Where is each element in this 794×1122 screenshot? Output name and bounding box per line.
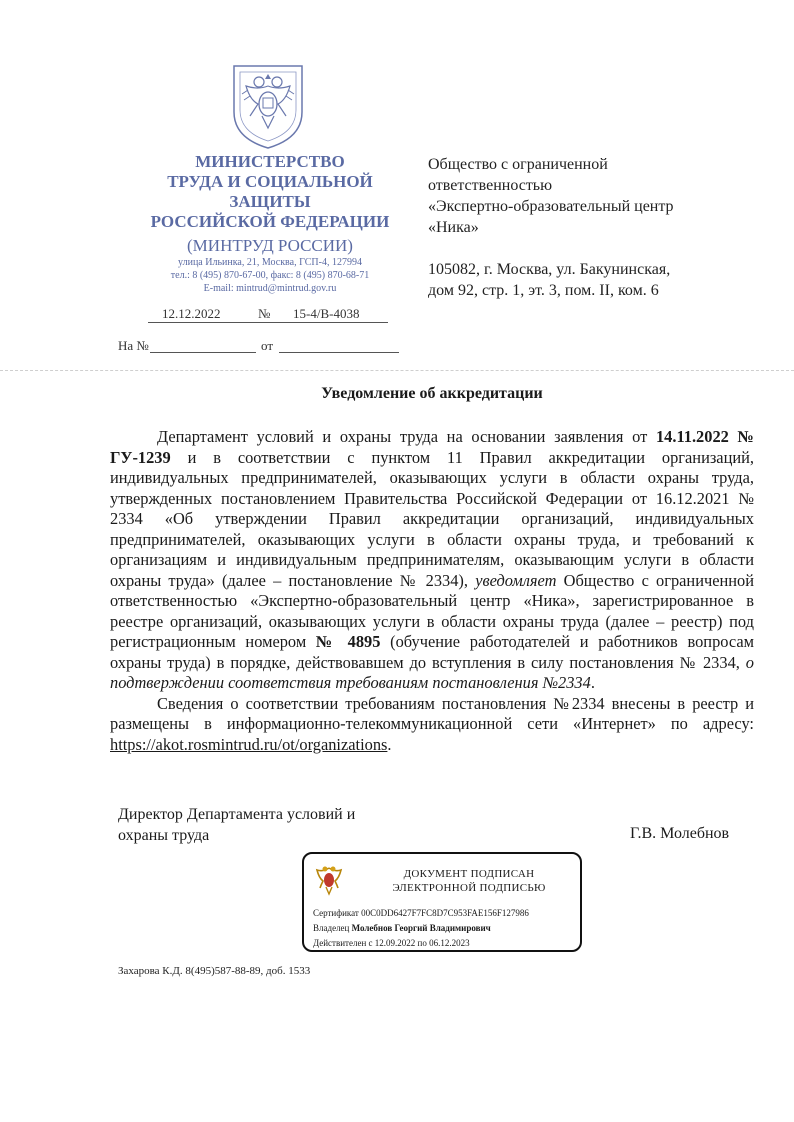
stamp-heading-line: ДОКУМЕНТ ПОДПИСАН: [403, 868, 535, 880]
confirmation-text: о подтверждении соответствия требованиям постановления №2334: [110, 652, 754, 692]
reference-line: [118, 338, 403, 356]
electronic-signature-stamp: [302, 852, 582, 952]
ministry-abbreviation: (МИНТРУД РОССИИ): [187, 236, 353, 255]
validity-from: 12.09.2022: [374, 938, 416, 948]
signatory-position-line: Директор Департамента условий и: [118, 806, 356, 823]
certificate-label: Сертификат: [313, 908, 359, 918]
recipient-line: «Экспертно-образовательный центр: [428, 198, 674, 215]
application-reference: 14.11.2022 № ГУ-1239: [110, 427, 755, 467]
body-text-span: и в соответствии с пунктом 11 Правил аккредитации организаций, индивидуальных предпринимателей, оказывающих услуги в области охраны труда, утвержденных постановлением Правительства Российской Федерации от 16.12.2021 № 2334 «Об утверждении Правил аккредитации организаций, индивидуальных предпринимателей, оказывающих услуги в области охраны труда, и требований к организациям и индивидуальным предпринимателям, оказывающим услуги в области охраны труда» (далее – постановление № 2334),: [110, 447, 754, 590]
body-paragraph-1: [110, 427, 754, 694]
signatory-name: Г.В. Молебнов: [630, 825, 730, 842]
reference-from-label: от: [261, 338, 274, 353]
body-text-span: Общество с ограниченной ответственностью «Экспертно-образовательный центр «Ника», зарегистрированное в реестре организаций, оказывающих услуги в области охраны труда (далее – реестр) под регистрационным номером: [110, 570, 754, 651]
registry-link[interactable]: https://akot.rosmintrud.ru/ot/organizations: [110, 734, 388, 754]
validity-from-label: с: [368, 938, 373, 948]
stamp-certificate-row: [313, 906, 578, 921]
ministry-contacts: [130, 256, 410, 295]
ministry-name-line: МИНИСТЕРСТВО: [195, 152, 345, 171]
coat-of-arms-emblem-icon: [228, 60, 308, 150]
recipient-line: ответственностью: [428, 177, 553, 194]
body-text-span: .: [590, 673, 595, 692]
registration-underline: [148, 322, 388, 323]
registration-line: [148, 306, 388, 324]
recipient-name: [428, 154, 728, 238]
reference-number-blank: [150, 352, 256, 353]
ministry-name-line: РОССИЙСКОЙ ФЕДЕРАЦИИ: [150, 212, 390, 231]
stamp-details: [313, 906, 578, 951]
reference-label: На №: [118, 338, 149, 353]
recipient-line: Общество с ограниченной: [428, 156, 608, 173]
ministry-address: улица Ильинка, 21, Москва, ГСП-4, 127994: [178, 257, 362, 268]
reference-date-blank: [279, 352, 399, 353]
body-text-span: Департамент условий и охраны труда на основании заявления от: [157, 427, 656, 446]
ministry-email: E-mail: mintrud@mintrud.gov.ru: [203, 283, 337, 294]
registration-number-label: №: [258, 306, 271, 321]
recipient-address-line: дом 92, стр. 1, эт. 3, пом. II, ком. 6: [428, 282, 659, 299]
owner-name: Молебнов Георгий Владимирович: [351, 923, 491, 933]
signatory-position-line: охраны труда: [118, 827, 210, 844]
stamp-owner-row: [313, 921, 578, 936]
stamp-heading-line: ЭЛЕКТРОННОЙ ПОДПИСЬЮ: [392, 882, 546, 894]
ministry-phones: тел.: 8 (495) 870-67-00, факс: 8 (495) 870-68-71: [170, 270, 370, 281]
validity-to: 06.12.2023: [429, 938, 470, 948]
header-divider: [0, 370, 794, 371]
registration-number: 15-4/В-4038: [293, 306, 360, 321]
validity-label: Действителен: [313, 938, 367, 948]
coat-of-arms-icon: [314, 864, 344, 896]
executor-contact: Захарова К.Д. 8(495)587-88-89, доб. 1533: [118, 965, 311, 977]
signatory-position: [118, 804, 418, 846]
certificate-number: 00C0DD6427F7FC8D7C953FAE156F127986: [361, 908, 529, 918]
notify-verb: уведомляет: [475, 570, 557, 590]
owner-label: Владелец: [313, 923, 350, 933]
registration-date: 12.12.2022: [162, 306, 221, 321]
registry-number: № 4895: [315, 632, 381, 651]
document-title: Уведомление об аккредитации: [321, 385, 543, 402]
stamp-heading: [364, 867, 574, 895]
recipient-line: «Ника»: [428, 219, 479, 236]
body-text-span: Сведения о соответствии требованиям постановления №2334 внесены в реестр и размещены в информационно-телекоммуникационной сети «Интернет» по адресу:: [110, 693, 754, 733]
body-paragraph-2: [110, 694, 754, 756]
ministry-name-line: ТРУДА И СОЦИАЛЬНОЙ: [167, 172, 373, 191]
ministry-name: [130, 152, 410, 232]
validity-to-label: по: [417, 938, 427, 948]
recipient-address-line: 105082, г. Москва, ул. Бакунинская,: [428, 261, 671, 278]
recipient-address: [428, 259, 728, 301]
stamp-validity-row: [313, 936, 578, 951]
body-text-span: (обучение работодателей и работников вопросам охраны труда) в порядке, действовавшем до вступления в силу постановления № 2334,: [110, 632, 755, 672]
body-text-span: .: [387, 734, 392, 754]
document-body: [110, 427, 754, 755]
ministry-name-line: ЗАЩИТЫ: [229, 192, 311, 211]
